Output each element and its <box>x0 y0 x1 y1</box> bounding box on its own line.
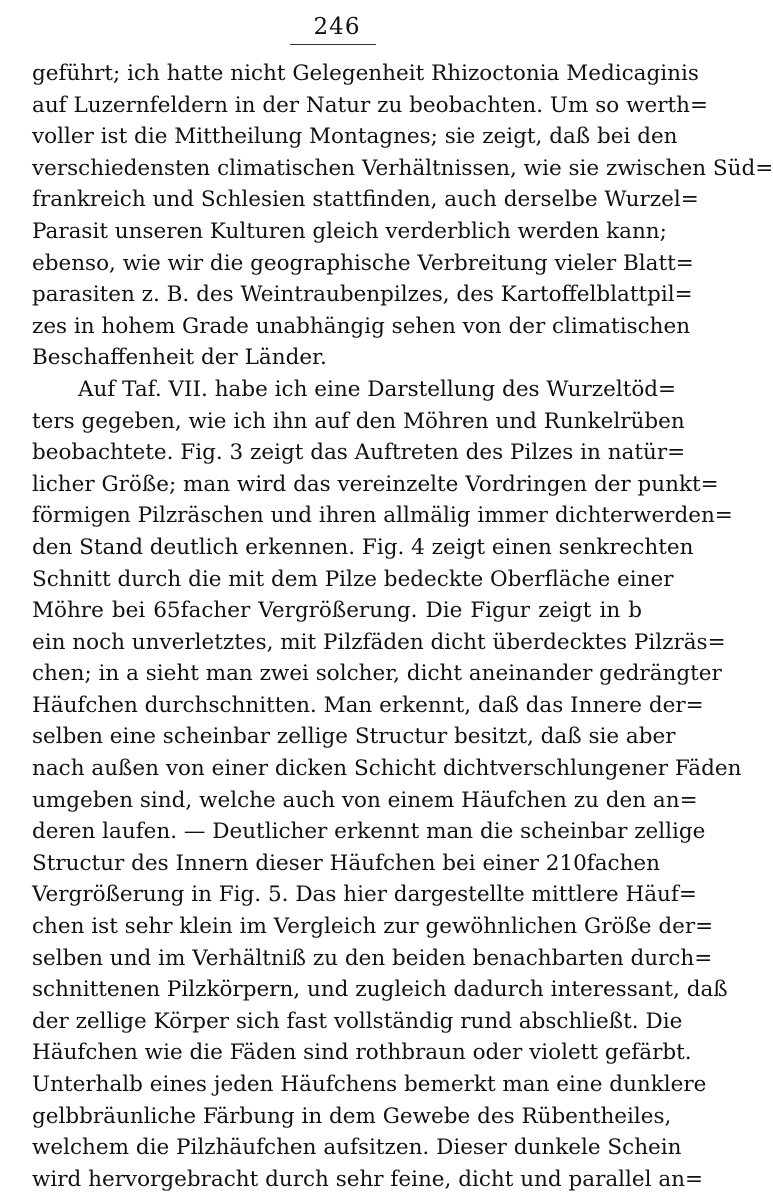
text-line: Beschaffenheit der Länder. <box>32 345 327 371</box>
text-line: ein noch unverletztes, mit Pilzfäden dicht überdecktes Pilzräs= <box>32 629 726 655</box>
text-line: Häufchen wie die Fäden sind rothbraun oder violett gefärbt. <box>32 1040 692 1066</box>
text-line: selben und im Verhältniß zu den beiden benachbarten durch= <box>32 945 713 971</box>
text-line: förmigen Pilzräschen und ihren allmälig immer dichterwerden= <box>32 503 733 529</box>
text-line: parasiten z. B. des Weintraubenpilzes, des Kartoffelblattpil= <box>32 282 693 308</box>
text-line: licher Größe; man wird das vereinzelte Vordringen der punkt= <box>32 471 719 497</box>
text-line: voller ist die Mittheilung Montagnes; sie zeigt, daß bei den <box>32 124 678 150</box>
body-text <box>32 58 773 1195</box>
text-line: beobachtete. Fig. 3 zeigt das Auftreten des Pilzes in natür= <box>32 440 686 466</box>
text-line: Unterhalb eines jeden Häufchens bemerkt man eine dunklere <box>32 1072 707 1097</box>
text-line: ebenso, wie wir die geographische Verbreitung vieler Blatt= <box>32 250 694 276</box>
text-line: chen; in a sieht man zwei solcher, dicht aneinander gedrängter <box>32 661 722 687</box>
text-line: nach außen von einer dicken Schicht dichtverschlungener Fäden <box>32 756 742 782</box>
text-line: auf Luzernfeldern in der Natur zu beobachten. Um so werth= <box>32 92 708 118</box>
text-line: gelbbräunliche Färbung in dem Gewebe des Rübentheiles, <box>32 1103 672 1129</box>
text-line: selben eine scheinbar zellige Structur besitzt, daß sie aber <box>32 724 676 750</box>
text-line: wird hervorgebracht durch sehr feine, dicht und parallel an= <box>32 1166 704 1192</box>
text-line: schnittenen Pilzkörpern, und zugleich dadurch interessant, daß <box>32 977 728 1003</box>
text-line: ters gegeben, wie ich ihn auf den Möhren und Runkelrüben <box>32 408 685 434</box>
text-line: Auf Taf. VII. habe ich eine Darstellung des Wurzeltöd= <box>78 376 677 402</box>
text-line: geführt; ich hatte nicht Gelegenheit Rhizoctonia Medicaginis <box>32 61 699 86</box>
text-line: Möhre bei 65facher Vergrößerung. Die Figur zeigt in b <box>32 598 642 624</box>
paragraph-2 <box>32 374 742 1195</box>
text-line: Schnitt durch die mit dem Pilze bedeckte Oberfläche einer <box>32 566 674 592</box>
text-line: Structur des Innern dieser Häufchen bei einer 210fachen <box>32 850 661 876</box>
paragraph-1 <box>32 58 773 374</box>
text-line: zes in hohem Grade unabhängig sehen von der climatischen <box>32 313 691 339</box>
text-line: deren laufen. — Deutlicher erkennt man die scheinbar zellige <box>32 819 706 845</box>
text-line: den Stand deutlich erkennen. Fig. 4 zeigt einen senkrechten <box>32 534 694 560</box>
text-line: verschiedensten climatischen Verhältnissen, wie sie zwischen Süd= <box>32 155 773 181</box>
text-line: frankreich und Schlesien stattfinden, auch derselbe Wurzel= <box>32 187 699 213</box>
text-line: umgeben sind, welche auch von einem Häufchen zu den an= <box>32 787 698 813</box>
text-line: Häufchen durchschnitten. Man erkennt, daß das Innere der= <box>32 692 704 718</box>
text-line: chen ist sehr klein im Vergleich zur gewöhnlichen Größe der= <box>32 914 714 940</box>
page-number: 246 <box>313 14 361 40</box>
header-rule <box>290 44 376 45</box>
text-line: welchem die Pilzhäufchen aufsitzen. Dieser dunkele Schein <box>32 1135 682 1161</box>
text-line: Vergrößerung in Fig. 5. Das hier dargestellte mittlere Häuf= <box>32 882 697 908</box>
text-line: der zellige Körper sich fast vollständig rund abschließt. Die <box>32 1008 683 1034</box>
text-line: Parasit unseren Kulturen gleich verderblich werden kann; <box>32 218 667 244</box>
